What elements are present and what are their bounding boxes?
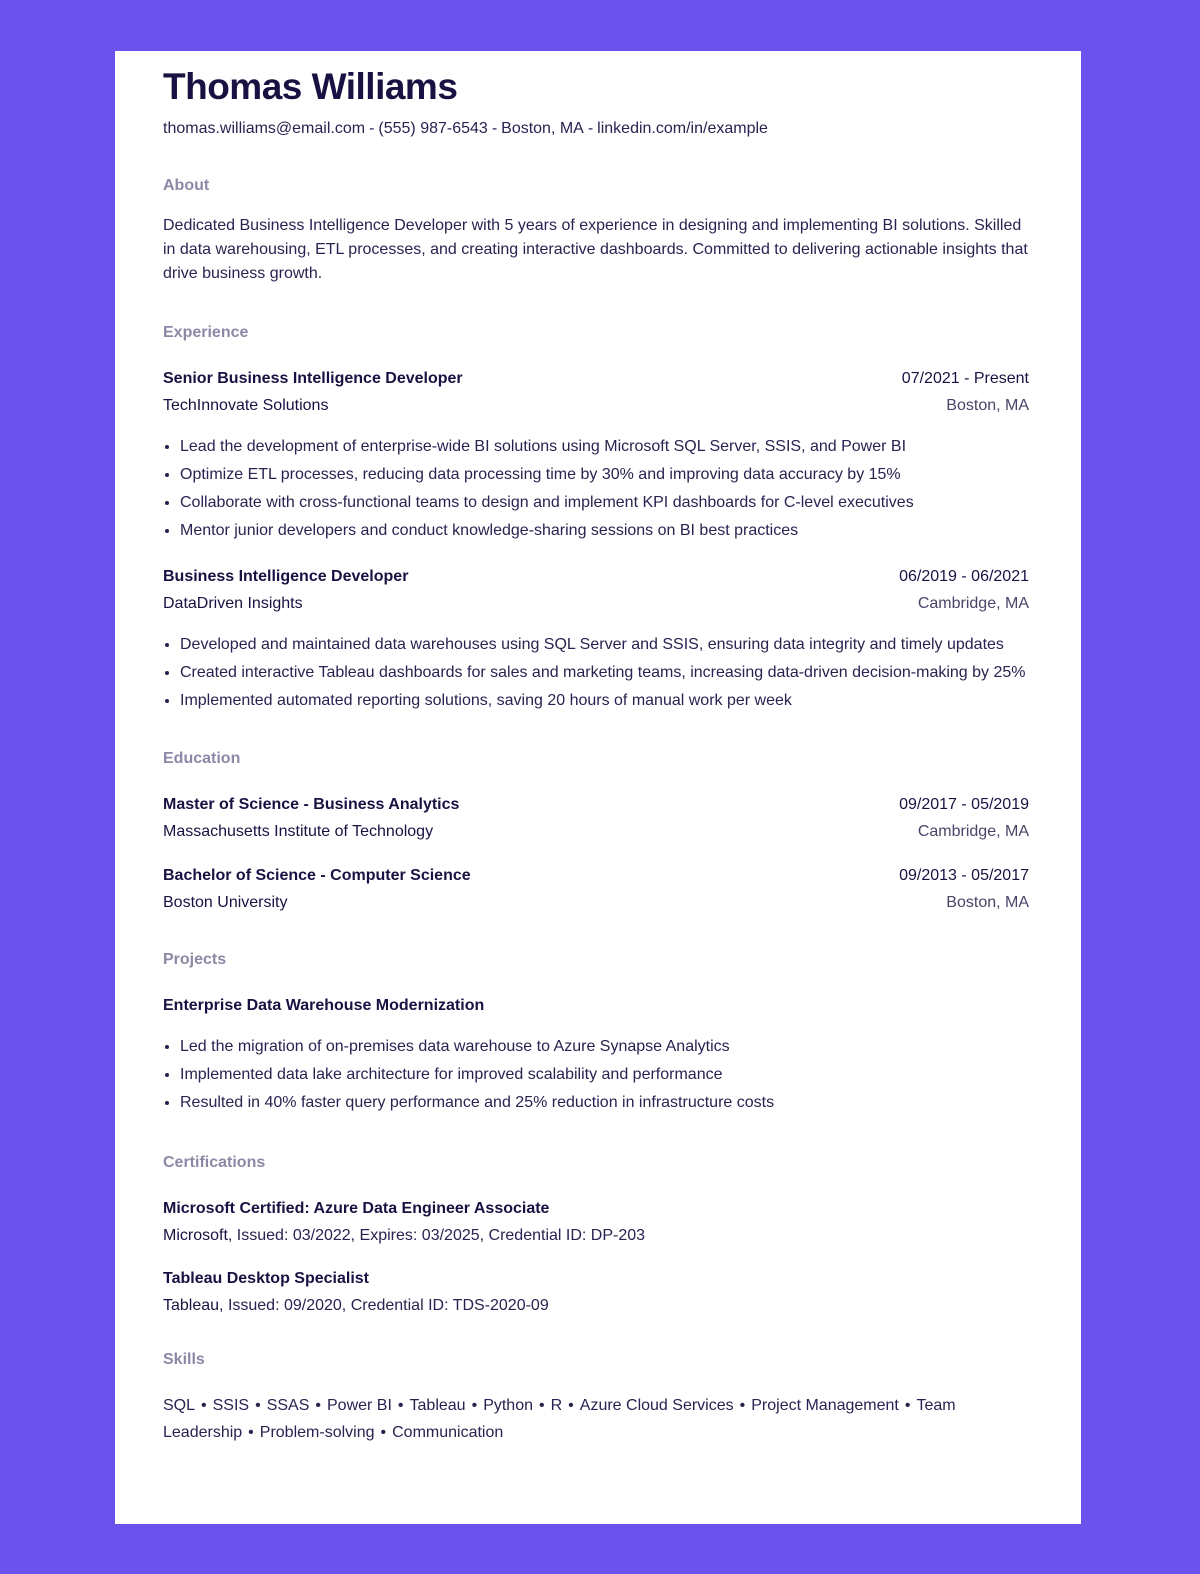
degree: Bachelor of Science - Computer Science (163, 867, 471, 884)
contact-linkedin[interactable]: linkedin.com/in/example (597, 120, 768, 137)
skill-separator: • (568, 1397, 574, 1414)
education-entry (163, 795, 1029, 842)
list-item: • Mentor junior developers and conduct knowledge-sharing sessions on BI best practices (180, 517, 1029, 545)
skills-list (163, 1392, 1029, 1446)
job-company: TechInnovate Solutions (163, 397, 329, 414)
contact-separator: - (369, 120, 375, 137)
contact-email[interactable]: thomas.williams@email.com (163, 120, 366, 137)
skill-item: Communication (392, 1424, 504, 1441)
skill-item: Python (483, 1397, 533, 1414)
skill-item: Project Management (751, 1397, 899, 1414)
job-dates: 07/2021 - Present (901, 370, 1029, 387)
contact-location: Boston, MA (501, 120, 584, 137)
experience-entry (163, 369, 1029, 545)
school-location: Cambridge, MA (917, 823, 1029, 840)
project-entry (163, 996, 1029, 1117)
skill-item: Power BI (327, 1397, 392, 1414)
about-text: Dedicated Business Intelligence Developer with 5 years of experience in designing and implementing BI solutions. Skilled in data warehousing, ETL processes, and creating interactive dashboards. Committed to delivering actionable insights that drive business growth. (163, 217, 1028, 282)
skill-separator: • (380, 1424, 387, 1441)
resume-page (115, 51, 1081, 1524)
skill-separator: • (255, 1397, 261, 1414)
job-bullets (163, 631, 1029, 715)
skill-item: Team Leadership (163, 1397, 956, 1441)
certification-issuer: Microsoft (163, 1227, 228, 1244)
skill-item: SQL (163, 1397, 196, 1414)
job-company: DataDriven Insights (163, 595, 303, 612)
experience-entry (163, 567, 1029, 715)
list-item: • Implemented data lake architecture for improved scalability and performance (180, 1061, 1029, 1089)
list-item: • Implemented automated reporting solutions, saving 20 hours of manual work per week (180, 687, 1029, 715)
school-location: Boston, MA (946, 894, 1029, 911)
list-item: • Created interactive Tableau dashboards for sales and marketing teams, increasing data-driven decision-making by 25% (180, 659, 1029, 687)
skill-separator: • (315, 1397, 321, 1414)
candidate-name: Thomas Williams (163, 66, 458, 107)
skill-item: Azure Cloud Services (579, 1397, 734, 1414)
contact-line (163, 119, 1029, 139)
job-location: Cambridge, MA (917, 595, 1029, 612)
skill-separator: • (904, 1397, 911, 1414)
skill-item: Problem-solving (259, 1424, 375, 1441)
skill-separator: • (248, 1424, 254, 1441)
degree: Master of Science - Business Analytics (163, 796, 460, 813)
contact-separator: - (587, 120, 594, 137)
job-dates: 06/2019 - 06/2021 (899, 568, 1029, 585)
section-title-education: Education (163, 750, 241, 767)
contact-phone: (555) 987-6543 (378, 120, 488, 137)
certification-issuer: Tableau (163, 1297, 220, 1314)
section-title-projects: Projects (163, 951, 227, 968)
certification-detail (163, 1296, 1029, 1316)
section-title-certifications: Certifications (163, 1154, 266, 1171)
certification-info: , Issued: 03/2022, Expires: 03/2025, Credential ID: DP-203 (227, 1227, 646, 1244)
skill-item: SSIS (212, 1397, 250, 1414)
certification-name: Tableau Desktop Specialist (163, 1270, 369, 1287)
education-entry (163, 866, 1029, 913)
certification-entry (163, 1199, 1029, 1246)
skill-item: SSAS (266, 1397, 310, 1414)
job-role: Business Intelligence Developer (163, 568, 409, 585)
skill-separator: • (739, 1397, 746, 1414)
skill-separator: • (471, 1397, 478, 1414)
job-role: Senior Business Intelligence Developer (163, 370, 463, 387)
certification-detail (163, 1226, 1029, 1246)
list-item: • Optimize ETL processes, reducing data processing time by 30% and improving data accuracy by 15% (180, 461, 1029, 489)
certification-entry (163, 1269, 1029, 1316)
skill-separator: • (201, 1397, 207, 1414)
certification-name: Microsoft Certified: Azure Data Engineer Associate (163, 1200, 550, 1217)
education-dates: 09/2017 - 05/2019 (899, 796, 1029, 813)
skill-item: R (550, 1397, 563, 1414)
school: Boston University (163, 894, 288, 911)
certification-info: , Issued: 09/2020, Credential ID: TDS-2020-09 (219, 1297, 549, 1314)
project-bullets (163, 1033, 1029, 1117)
school: Massachusetts Institute of Technology (163, 823, 434, 840)
job-bullets (163, 433, 1029, 545)
list-item: • Lead the development of enterprise-wide BI solutions using Microsoft SQL Server, SSIS, and Power BI (180, 433, 1029, 461)
list-item: • Led the migration of on-premises data warehouse to Azure Synapse Analytics (180, 1033, 1029, 1061)
project-name: Enterprise Data Warehouse Modernization (163, 997, 485, 1014)
skill-separator: • (539, 1397, 545, 1414)
contact-separator: - (491, 120, 498, 137)
section-title-experience: Experience (163, 324, 249, 341)
list-item: • Developed and maintained data warehouses using SQL Server and SSIS, ensuring data integrity and timely updates (180, 631, 1029, 659)
list-item: • Resulted in 40% faster query performance and 25% reduction in infrastructure costs (180, 1089, 1029, 1117)
job-location: Boston, MA (946, 397, 1029, 414)
section-title-about: About (163, 177, 210, 194)
skill-item: Tableau (409, 1397, 466, 1414)
list-item: • Collaborate with cross-functional teams to design and implement KPI dashboards for C-level executives (180, 489, 1029, 517)
section-title-skills: Skills (163, 1351, 205, 1368)
skill-separator: • (397, 1397, 404, 1414)
education-dates: 09/2013 - 05/2017 (899, 867, 1029, 884)
